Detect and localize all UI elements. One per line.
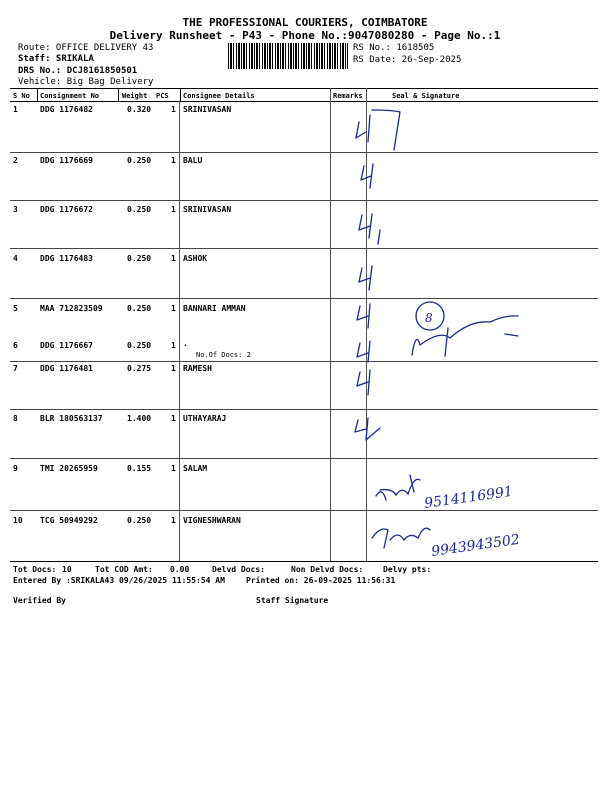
col-divider-remarks: [330, 88, 331, 561]
staff-signature-label: Staff Signature: [256, 596, 329, 605]
row-consignee: SRINIVASAN: [183, 205, 232, 214]
row-weight: 0.250: [127, 254, 152, 263]
row-weight: 0.250: [127, 156, 152, 165]
col-divider: [118, 88, 119, 101]
route-label: Route: OFFICE DELIVERY 43: [18, 43, 154, 53]
row-consignee: BANNARI AMMAN: [183, 304, 246, 313]
row-consignment: DDG 1176483: [40, 254, 93, 263]
row-weight: 0.250: [127, 304, 152, 313]
handwritten-phone-row10: 9943943502: [430, 531, 521, 560]
tot-cod-value: 0.00: [170, 565, 190, 574]
row-docs-note: No.Of Docs: 2: [196, 351, 251, 359]
tot-docs-label: Tot Docs:: [13, 565, 57, 574]
row-sno: 7: [13, 364, 18, 373]
table-bottom-border: [10, 561, 598, 562]
row-consignment: DDG 1176481: [40, 364, 93, 373]
tot-cod-label: Tot COD Amt:: [95, 565, 153, 574]
col-header-sno: S No: [13, 92, 30, 100]
row-sno: 8: [13, 414, 18, 423]
row-divider: [10, 510, 598, 511]
row-divider: [10, 409, 598, 410]
row-consignment: DDG 1176667: [40, 341, 93, 350]
col-divider: [37, 88, 38, 101]
row-pcs: 1: [171, 341, 176, 350]
row-pcs: 1: [171, 254, 176, 263]
col-header-consignment: Consignment No: [40, 92, 100, 100]
row-consignee: BALU: [183, 156, 203, 165]
printed-on: Printed on: 26-09-2025 11:56:31: [246, 576, 396, 585]
row-divider: [10, 361, 598, 362]
row-weight: 0.320: [127, 105, 152, 114]
row-consignment: TMI 20265959: [40, 464, 98, 473]
row-consignee: ASHOK: [183, 254, 208, 263]
row-consignment: BLR 180563137: [40, 414, 103, 423]
col-header-weight: Weight: [122, 92, 148, 100]
row-sno: 4: [13, 254, 18, 263]
delivered-docs-label: Delvd Docs:: [212, 565, 265, 574]
row-weight: 1.400: [127, 414, 152, 423]
barcode: [228, 43, 348, 69]
row-weight: 0.275: [127, 364, 152, 373]
col-header-consignee: Consignee Details: [183, 92, 255, 100]
col-header-remarks: Remarks: [333, 92, 363, 100]
row-divider: [10, 248, 598, 249]
row-pcs: 1: [171, 516, 176, 525]
staff-label: Staff: SRIKALA: [18, 54, 94, 64]
row-weight: 0.250: [127, 341, 152, 350]
row-divider: [10, 152, 598, 153]
row-pcs: 1: [171, 304, 176, 313]
row-sno: 5: [13, 304, 18, 313]
non-delivered-docs-label: Non Delvd Docs:: [291, 565, 364, 574]
row-pcs: 1: [171, 414, 176, 423]
drs-number: DRS No.: DCJ8161850501: [18, 66, 138, 76]
row-consignment: DDG 1176669: [40, 156, 93, 165]
row-divider: [10, 200, 598, 201]
row-consignee: VIGNESHWARAN: [183, 516, 241, 525]
handwritten-phone-row9: 9514116991: [423, 483, 514, 512]
col-divider-seal: [366, 88, 367, 561]
row-consignee: UTHAYARAJ: [183, 414, 227, 423]
verified-by-label: Verified By: [13, 596, 66, 605]
row-divider: [10, 458, 598, 459]
row-consignee: SRINIVASAN: [183, 105, 232, 114]
runsheet-title: Delivery Runsheet - P43 - Phone No.:9047080280 - Page No.:1: [109, 29, 501, 42]
table-header-border: [10, 101, 598, 102]
row-pcs: 1: [171, 205, 176, 214]
row-consignee: SALAM: [183, 464, 208, 473]
row-consignee: RAMESH: [183, 364, 212, 373]
row-pcs: 1: [171, 364, 176, 373]
row-consignment: MAA 712823509: [40, 304, 103, 313]
col-divider: [180, 88, 181, 101]
row-weight: 0.250: [127, 205, 152, 214]
row-sno: 6: [13, 341, 18, 350]
tot-docs-value: 10: [62, 565, 72, 574]
row-sno: 9: [13, 464, 18, 473]
row-sno: 1: [13, 105, 18, 114]
row-consignment: DDG 1176672: [40, 205, 93, 214]
row-weight: 0.250: [127, 516, 152, 525]
entered-by: Entered By :SRIKALA43 09/26/2025 11:55:54 AM: [13, 576, 225, 585]
row-sno: 10: [13, 516, 23, 525]
row-divider: [10, 298, 598, 299]
circled-number-mark: 8: [425, 311, 433, 325]
row-consignee: .: [183, 339, 188, 348]
delivery-points-label: Delvy pts:: [383, 565, 432, 574]
row-sno: 3: [13, 205, 18, 214]
col-header-seal: Seal & Signature: [392, 92, 460, 100]
rs-number: RS No.: 1618505: [353, 43, 435, 53]
row-consignment: DDG 1176482: [40, 105, 93, 114]
table-top-border: [10, 88, 598, 89]
row-weight: 0.155: [127, 464, 152, 473]
row-pcs: 1: [171, 105, 176, 114]
col-header-pcs: PCS: [156, 92, 169, 100]
row-pcs: 1: [171, 156, 176, 165]
company-name: THE PROFESSIONAL COURIERS, COIMBATORE: [182, 16, 428, 29]
row-consignment: TCG 50949292: [40, 516, 98, 525]
row-sno: 2: [13, 156, 18, 165]
col-divider-body: [179, 101, 180, 561]
vehicle-label: Vehicle: Big Bag Delivery: [18, 77, 154, 87]
rs-date: RS Date: 26-Sep-2025: [353, 55, 462, 65]
row-pcs: 1: [171, 464, 176, 473]
